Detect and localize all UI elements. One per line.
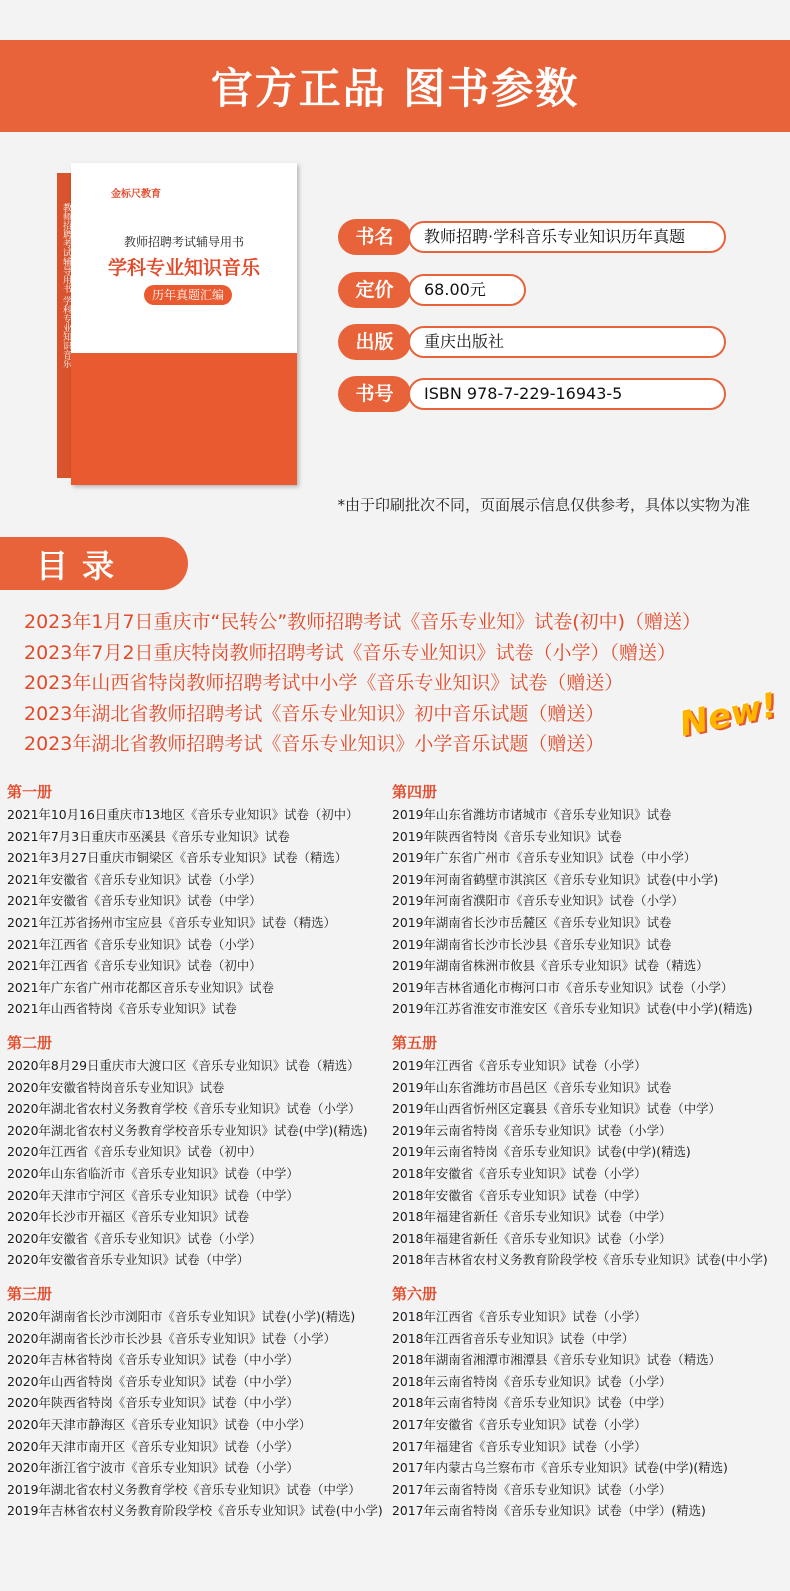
list-item: 2020年山东省临沂市《音乐专业知识》试卷（中学） [7, 1165, 299, 1181]
list-item: 2020年湖南省长沙市浏阳市《音乐专业知识》试卷(小学)(精选) [7, 1309, 356, 1324]
book-cover-image [52, 163, 297, 485]
highlight-item: 2023年7月2日重庆特岗教师招聘考试《音乐专业知识》试卷（小学）（赠送） [24, 641, 677, 664]
volume-title: 第五册 [392, 1034, 438, 1052]
list-item: 2021年江西省《音乐专业知识》试卷（初中） [7, 958, 262, 974]
list-item: 2020年8月29日重庆市大渡口区《音乐专业知识》试卷（精选） [7, 1058, 360, 1073]
list-item: 2020年天津市宁河区《音乐专业知识》试卷（中学） [7, 1187, 299, 1203]
list-item: 2019年山东省潍坊市诸城市《音乐专业知识》试卷 [392, 807, 672, 822]
list-item: 2021年7月3日重庆市巫溪县《音乐专业知识》试卷 [7, 828, 290, 844]
list-item: 2020年湖北省农村义务教育学校音乐专业知识》试卷(中学)(精选) [7, 1122, 368, 1138]
highlight-item: 2023年1月7日重庆市“民转公”教师招聘考试《音乐专业知》试卷(初中)（赠送） [24, 611, 702, 633]
list-item: 2017年内蒙古乌兰察布市《音乐专业知识》试卷(中学)(精选) [392, 1460, 728, 1476]
list-item: 2020年天津市静海区《音乐专业知识》试卷（中小学） [7, 1416, 312, 1432]
highlight-item: 2023年湖北省教师招聘考试《音乐专业知识》小学音乐试题（赠送） [24, 733, 605, 755]
list-item: 2020年湖北省农村义务教育学校《音乐专业知识》试卷（小学） [7, 1101, 361, 1117]
list-item: 2017年云南省特岗《音乐专业知识》试卷（中学）(精选) [392, 1503, 706, 1519]
list-item: 2019年湖北省农村义务教育学校《音乐专业知识》试卷（中学） [7, 1481, 361, 1497]
list-item: 2018年吉林省农村义务教育阶段学校《音乐专业知识》试卷(中小学) [392, 1252, 768, 1268]
disclaimer-note: *由于印刷批次不同，页面展示信息仅供参考，具体以实物为准 [337, 496, 750, 514]
param-row-title [338, 219, 728, 255]
list-item: 2018年福建省新任《音乐专业知识》试卷（小学） [392, 1230, 672, 1246]
list-item: 2019年湖南省株洲市攸县《音乐专业知识》试卷（精选） [392, 958, 709, 974]
list-item: 2018年福建省新任《音乐专业知识》试卷（中学） [392, 1209, 672, 1225]
highlight-item: 2023年山西省特岗教师招聘考试中小学《音乐专业知识》试卷（赠送） [24, 672, 624, 694]
list-item: 2019年江苏省淮安市淮安区《音乐专业知识》试卷(中小学)(精选) [392, 1001, 753, 1017]
list-item: 2018年湖南省湘潭市湘潭县《音乐专业知识》试卷（精选） [392, 1352, 721, 1368]
list-item: 2020年陕西省特岗《音乐专业知识》试卷（中小学） [7, 1395, 299, 1411]
book-tag: 历年真题汇编 [144, 285, 232, 305]
param-label: 出版 [338, 324, 411, 360]
list-item: 2020年安徽省《音乐专业知识》试卷（小学） [7, 1230, 262, 1246]
list-item: 2019年云南省特岗《音乐专业知识》试卷(中学)(精选) [392, 1144, 691, 1160]
banner-title: 官方正品 图书参数 [210, 64, 580, 113]
list-item: 2020年安徽省特岗音乐专业知识》试卷 [7, 1079, 225, 1095]
list-item: 2019年广东省广州市《音乐专业知识》试卷（中小学） [392, 850, 697, 866]
list-item: 2021年江苏省扬州市宝应县《音乐专业知识》试卷（精选） [7, 914, 336, 930]
header-banner [0, 40, 790, 132]
volume-5 [392, 1031, 782, 1271]
volume-6 [392, 1282, 782, 1522]
list-item: 2021年江西省《音乐专业知识》试卷（小学） [7, 936, 262, 952]
volume-title: 第一册 [7, 783, 53, 801]
list-item: 2018年江西省音乐专业知识》试卷（中学） [392, 1330, 635, 1346]
book-spine-text: 教师招聘考试辅导用书 学科专业知识音乐 [61, 203, 71, 368]
list-item: 2019年吉林省农村义务教育阶段学校《音乐专业知识》试卷(中小学) [7, 1503, 383, 1519]
volume-title: 第三册 [7, 1285, 53, 1303]
param-row-publisher [338, 324, 728, 360]
volume-1 [7, 780, 397, 1020]
volume-title: 第六册 [392, 1285, 438, 1303]
new-badge: New! [675, 685, 781, 745]
list-item: 2020年浙江省宁波市《音乐专业知识》试卷（小学） [7, 1460, 299, 1476]
list-item: 2018年云南省特岗《音乐专业知识》试卷（中学） [392, 1395, 672, 1411]
list-item: 2021年广东省广州市花都区音乐专业知识》试卷 [7, 979, 274, 995]
volume-title: 第四册 [392, 783, 438, 801]
list-item: 2020年江西省《音乐专业知识》试卷（初中） [7, 1144, 262, 1160]
param-label: 书号 [338, 376, 411, 412]
list-item: 2020年湖南省长沙市长沙县《音乐专业知识》试卷（小学） [7, 1330, 336, 1346]
list-item: 2020年安徽省音乐专业知识》试卷（中学） [7, 1252, 250, 1268]
list-item: 2021年10月16日重庆市13地区《音乐专业知识》试卷（初中） [7, 807, 359, 822]
list-item: 2019年河南省鹤壁市淇滨区《音乐专业知识》试卷(中小学) [392, 871, 719, 887]
book-lower-band [71, 353, 297, 485]
list-item: 2019年山东省潍坊市昌邑区《音乐专业知识》试卷 [392, 1079, 672, 1095]
book-front [71, 163, 297, 485]
volume-4 [392, 780, 782, 1020]
highlight-list [24, 607, 774, 760]
toc-header [0, 537, 188, 590]
list-item: 2020年天津市南开区《音乐专业知识》试卷（小学） [7, 1438, 299, 1454]
list-item: 2018年云南省特岗《音乐专业知识》试卷（小学） [392, 1373, 672, 1389]
param-value: ISBN 978-7-229-16943-5 [408, 378, 726, 410]
list-item: 2018年江西省《音乐专业知识》试卷（小学） [392, 1309, 647, 1324]
volume-title: 第二册 [7, 1034, 53, 1052]
param-row-price [338, 272, 728, 308]
list-item: 2017年云南省特岗《音乐专业知识》试卷（小学） [392, 1481, 672, 1497]
param-label: 书名 [338, 219, 411, 255]
param-value: 68.00元 [408, 274, 526, 306]
list-item: 2017年福建省《音乐专业知识》试卷（小学） [392, 1438, 647, 1454]
toc-title: 目录 [36, 547, 129, 585]
book-main-title: 学科专业知识音乐 [107, 257, 260, 279]
list-item: 2018年安徽省《音乐专业知识》试卷（小学） [392, 1165, 647, 1181]
list-item: 2019年山西省忻州区定襄县《音乐专业知识》试卷（中学） [392, 1101, 721, 1117]
list-item: 2019年河南省濮阳市《音乐专业知识》试卷（小学） [392, 893, 684, 909]
book-spine [57, 173, 71, 478]
list-item: 2021年山西省特岗《音乐专业知识》试卷 [7, 1001, 237, 1017]
list-item: 2020年山西省特岗《音乐专业知识》试卷（中小学） [7, 1373, 299, 1389]
list-item: 2019年陕西省特岗《音乐专业知识》试卷 [392, 828, 622, 844]
list-item: 2019年云南省特岗《音乐专业知识》试卷（小学） [392, 1122, 672, 1138]
param-value: 重庆出版社 [408, 326, 726, 358]
param-label: 定价 [338, 272, 411, 308]
highlight-item: 2023年湖北省教师招聘考试《音乐专业知识》初中音乐试题（赠送） [24, 702, 605, 725]
list-item: 2021年安徽省《音乐专业知识》试卷（中学） [7, 893, 262, 909]
param-row-isbn [338, 376, 728, 412]
list-item: 2021年安徽省《音乐专业知识》试卷（小学） [7, 871, 262, 887]
volume-2 [7, 1031, 397, 1271]
list-item: 2020年吉林省特岗《音乐专业知识》试卷（中小学） [7, 1352, 299, 1368]
list-item: 2019年湖南省长沙市岳麓区《音乐专业知识》试卷 [392, 914, 672, 930]
list-item: 2019年吉林省通化市梅河口市《音乐专业知识》试卷（小学） [392, 979, 734, 995]
list-item: 2018年安徽省《音乐专业知识》试卷（中学） [392, 1187, 647, 1203]
list-item: 2020年长沙市开福区《音乐专业知识》试卷 [7, 1209, 250, 1225]
list-item: 2021年3月27日重庆市铜梁区《音乐专业知识》试卷（精选） [7, 850, 348, 866]
volume-3 [7, 1282, 397, 1522]
param-value: 教师招聘·学科音乐专业知识历年真题 [408, 221, 726, 253]
brand-logo: 金标尺教育 [111, 189, 161, 200]
list-item: 2019年湖南省长沙市长沙县《音乐专业知识》试卷 [392, 936, 672, 952]
book-subtitle: 教师招聘考试辅导用书 [123, 235, 244, 249]
list-item: 2019年江西省《音乐专业知识》试卷（小学） [392, 1058, 647, 1073]
list-item: 2017年安徽省《音乐专业知识》试卷（小学） [392, 1416, 647, 1432]
